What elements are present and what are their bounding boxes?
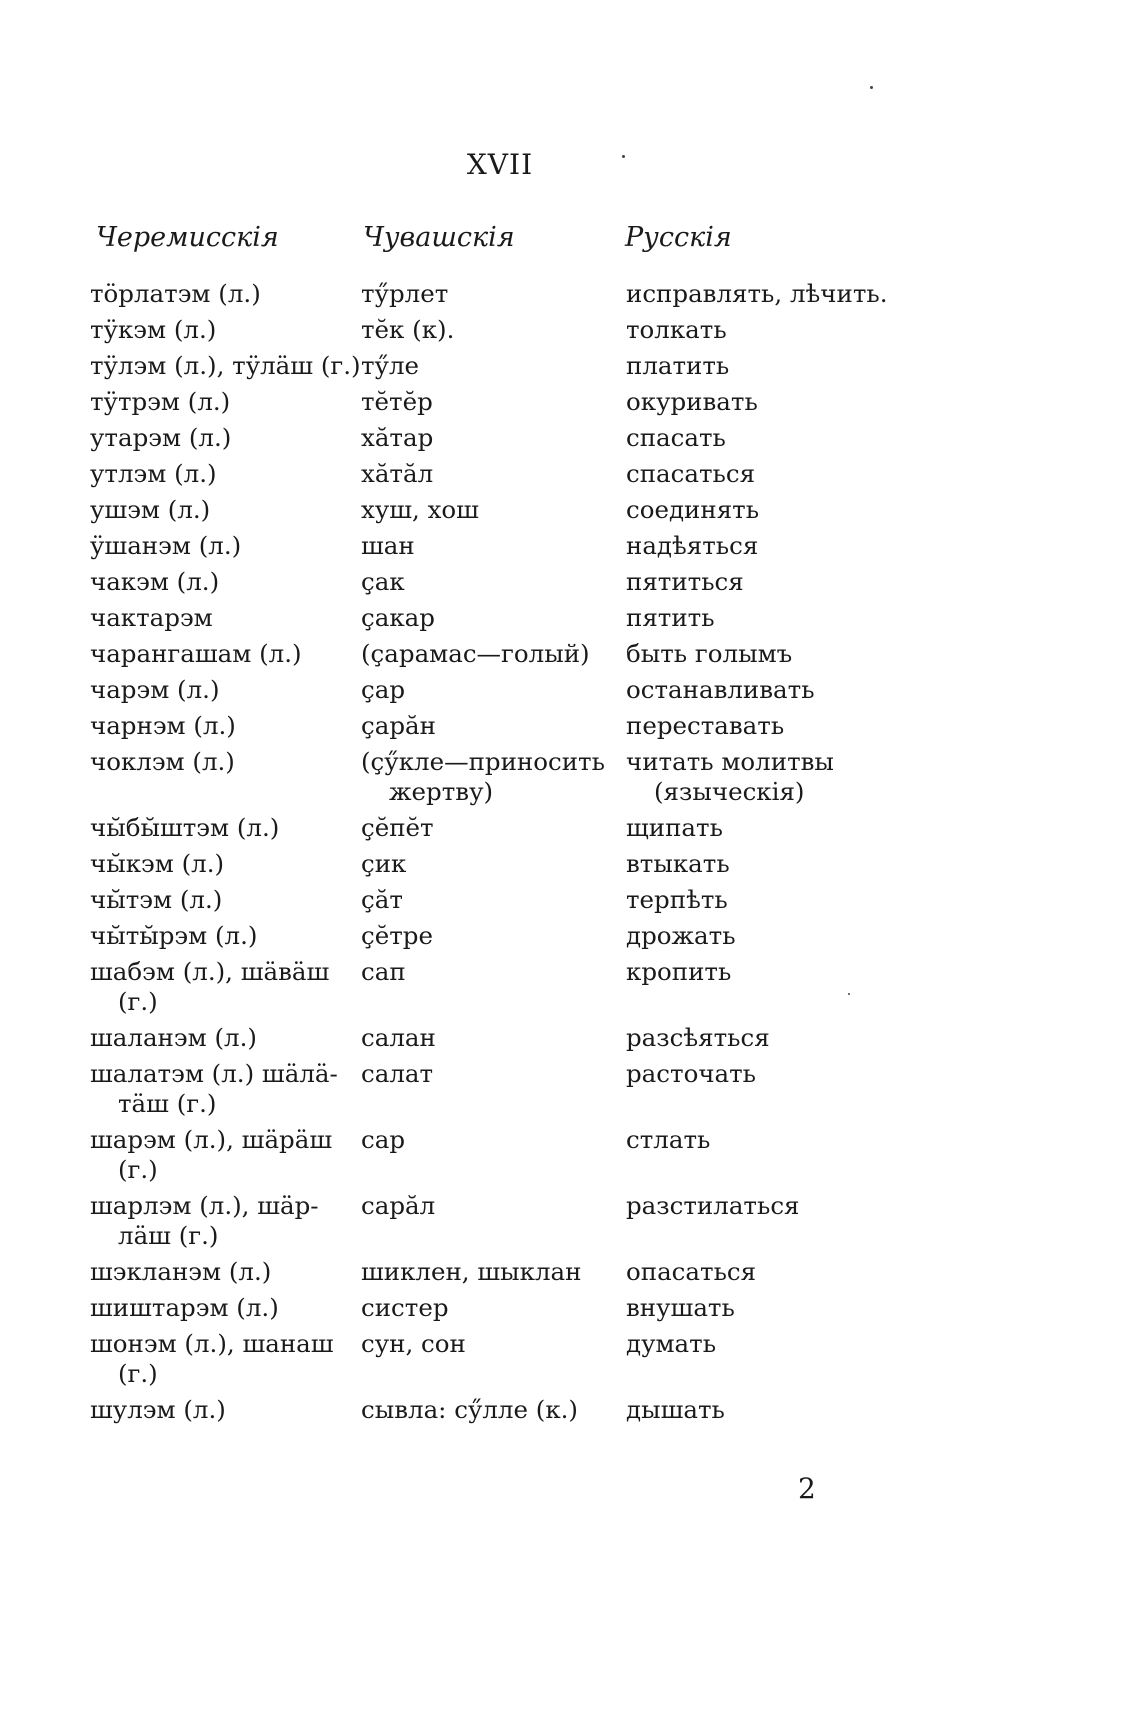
cheremis-text: (г.) [118, 987, 158, 1016]
russian-text: читать молитвы [626, 747, 834, 776]
table-row [0, 1326, 1140, 1392]
cheremis-text: шэкланэм (л.) [90, 1257, 272, 1286]
chuvash-text: салан [361, 1023, 436, 1052]
russian-cell [626, 495, 956, 525]
table-row [0, 312, 1140, 348]
cheremis-cell [90, 1329, 360, 1389]
table-row [0, 456, 1140, 492]
russian-text: платить [626, 351, 730, 380]
table-row [0, 954, 1140, 1020]
table-row [0, 1020, 1140, 1056]
table-row [0, 348, 1140, 384]
chuvash-cell [361, 351, 623, 381]
russian-text: дрожать [626, 921, 736, 950]
russian-cell [626, 813, 956, 843]
folio-number: 2 [798, 1472, 816, 1505]
cheremis-cell [90, 1257, 360, 1287]
chuvash-cell [361, 921, 623, 951]
chuvash-cell [361, 885, 623, 915]
russian-cell [626, 567, 956, 597]
cheremis-cell [90, 459, 360, 489]
cheremis-text: чарнэм (л.) [90, 711, 236, 740]
table-row [0, 1056, 1140, 1122]
chuvash-text: хуш, хош [361, 495, 479, 524]
chuvash-text: хӑтар [361, 423, 434, 452]
header-chuvash: Чувашскія [363, 222, 515, 253]
chuvash-text: сун, сон [361, 1329, 466, 1358]
cheremis-cell [90, 639, 360, 669]
russian-text: соединять [626, 495, 760, 524]
table-row [0, 636, 1140, 672]
chuvash-text: ҫарӑн [361, 711, 436, 740]
russian-cell [626, 423, 956, 453]
chuvash-text: шиклен, шыклан [361, 1257, 582, 1286]
chuvash-text: сап [361, 957, 406, 986]
cheremis-cell [90, 1191, 360, 1251]
chuvash-cell [361, 813, 623, 843]
russian-text: опасаться [626, 1257, 757, 1286]
cheremis-cell [90, 747, 360, 777]
russian-cell [626, 957, 956, 987]
cheremis-cell [90, 1293, 360, 1323]
chuvash-text: сар [361, 1125, 406, 1154]
russian-cell [626, 885, 956, 915]
cheremis-text: утарэм (л.) [90, 423, 232, 452]
russian-cell [626, 1125, 956, 1155]
chuvash-cell [361, 567, 623, 597]
cheremis-cell [90, 813, 360, 843]
table-row [0, 1254, 1140, 1290]
chuvash-text: ҫар [361, 675, 406, 704]
russian-cell [626, 1191, 956, 1221]
chuvash-text: ҫак [361, 567, 405, 596]
table-row [0, 846, 1140, 882]
russian-cell [626, 1395, 956, 1425]
chuvash-text: ҫакар [361, 603, 435, 632]
cheremis-text: чы̆тэм (л.) [90, 885, 223, 914]
header-cheremis: Черемисскія [96, 222, 279, 253]
cheremis-text: утлэм (л.) [90, 459, 217, 488]
russian-cell [626, 531, 956, 561]
cheremis-text: тӧрлатэм (л.) [90, 279, 261, 308]
chuvash-cell [361, 459, 623, 489]
cheremis-text: (г.) [118, 1155, 158, 1184]
chuvash-cell [361, 1329, 623, 1359]
cheremis-text: тäш (г.) [118, 1089, 217, 1118]
cheremis-cell [90, 1059, 360, 1119]
russian-text: быть голымъ [626, 639, 793, 668]
cheremis-text: шиштарэм (л.) [90, 1293, 279, 1322]
print-speck [622, 155, 625, 158]
chuvash-cell [361, 711, 623, 741]
cheremis-text: шулэм (л.) [90, 1395, 226, 1424]
chuvash-text: шан [361, 531, 415, 560]
chuvash-cell [361, 387, 623, 417]
chuvash-cell [361, 675, 623, 705]
chuvash-cell [361, 423, 623, 453]
chuvash-text: салат [361, 1059, 434, 1088]
table-row [0, 672, 1140, 708]
table-row [0, 1290, 1140, 1326]
chuvash-cell [361, 849, 623, 879]
chuvash-cell [361, 1293, 623, 1323]
russian-cell [626, 315, 956, 345]
cheremis-text: чы̆ты̆рэм (л.) [90, 921, 258, 950]
chuvash-text: ҫĕтре [361, 921, 433, 950]
russian-text: окуривать [626, 387, 758, 416]
russian-text: расточать [626, 1059, 757, 1088]
cheremis-text: шаланэм (л.) [90, 1023, 257, 1052]
chuvash-cell [361, 1023, 623, 1053]
russian-cell [626, 711, 956, 741]
table-row [0, 882, 1140, 918]
chuvash-cell [361, 747, 623, 807]
table-row [0, 528, 1140, 564]
chuvash-cell [361, 1395, 623, 1425]
cheremis-cell [90, 279, 360, 309]
cheremis-cell [90, 567, 360, 597]
russian-cell [626, 603, 956, 633]
cheremis-text: чы̆кэм (л.) [90, 849, 225, 878]
cheremis-text: тӱлэм (л.), тӱлäш (г.) [90, 351, 361, 380]
chuvash-text: (ҫарамас—голый) [361, 639, 590, 668]
cheremis-text: шонэм (л.), шанаш [90, 1329, 334, 1358]
russian-cell [626, 459, 956, 489]
table-row [0, 492, 1140, 528]
table-row [0, 1392, 1140, 1428]
print-speck [870, 86, 873, 89]
cheremis-text: чакэм (л.) [90, 567, 220, 596]
table-row [0, 708, 1140, 744]
print-speck [848, 993, 850, 995]
cheremis-text: чы̆бы̆штэм (л.) [90, 813, 280, 842]
cheremis-text: ӱшанэм (л.) [90, 531, 242, 560]
russian-text: исправлять, лѣчить. [626, 279, 888, 308]
russian-text: спасаться [626, 459, 756, 488]
cheremis-text: чоклэм (л.) [90, 747, 235, 776]
chuvash-text: систер [361, 1293, 449, 1322]
table-row [0, 600, 1140, 636]
russian-text: пятить [626, 603, 715, 632]
russian-cell [626, 849, 956, 879]
russian-cell [626, 387, 956, 417]
russian-text: разстилаться [626, 1191, 800, 1220]
chuvash-text: ҫĕпĕт [361, 813, 434, 842]
cheremis-text: ушэм (л.) [90, 495, 211, 524]
chuvash-text: тĕк (к). [361, 315, 455, 344]
cheremis-cell [90, 351, 360, 381]
russian-text: спасать [626, 423, 726, 452]
russian-text: (языческія) [654, 777, 805, 806]
russian-cell [626, 639, 956, 669]
cheremis-cell [90, 531, 360, 561]
russian-text: разсѣяться [626, 1023, 770, 1052]
russian-cell [626, 1023, 956, 1053]
cheremis-cell [90, 957, 360, 1017]
russian-text: дышать [626, 1395, 725, 1424]
cheremis-cell [90, 885, 360, 915]
cheremis-cell [90, 1395, 360, 1425]
chuvash-cell [361, 1125, 623, 1155]
chuvash-text: тӳле [361, 351, 420, 380]
cheremis-cell [90, 675, 360, 705]
cheremis-text: (г.) [118, 1359, 158, 1388]
chuvash-text: хӑтӑл [361, 459, 434, 488]
chuvash-text: ҫӑт [361, 885, 403, 914]
russian-cell [626, 1329, 956, 1359]
cheremis-cell [90, 1023, 360, 1053]
cheremis-text: шалатэм (л.) шäлä- [90, 1059, 338, 1088]
table-row [0, 564, 1140, 600]
russian-text: пятиться [626, 567, 744, 596]
russian-text: внушать [626, 1293, 735, 1322]
cheremis-text: чарэм (л.) [90, 675, 220, 704]
cheremis-cell [90, 495, 360, 525]
glossary-table [0, 276, 1140, 1428]
russian-text: думать [626, 1329, 717, 1358]
chuvash-cell [361, 315, 623, 345]
table-row [0, 420, 1140, 456]
russian-cell [626, 1059, 956, 1089]
russian-cell [626, 921, 956, 951]
russian-text: терпѣть [626, 885, 728, 914]
chuvash-cell [361, 531, 623, 561]
chuvash-cell [361, 1257, 623, 1287]
chuvash-cell [361, 957, 623, 987]
russian-text: переставать [626, 711, 785, 740]
table-row [0, 810, 1140, 846]
cheremis-text: шарэм (л.), шäрäш [90, 1125, 333, 1154]
russian-cell [626, 279, 956, 309]
russian-cell [626, 1293, 956, 1323]
russian-cell [626, 351, 956, 381]
cheremis-cell [90, 315, 360, 345]
cheremis-text: лäш (г.) [118, 1221, 219, 1250]
russian-text: толкать [626, 315, 727, 344]
chuvash-cell [361, 279, 623, 309]
russian-cell [626, 675, 956, 705]
cheremis-text: шарлэм (л.), шäр- [90, 1191, 319, 1220]
chuvash-text: сарӑл [361, 1191, 436, 1220]
russian-text: надѣяться [626, 531, 759, 560]
page-roman-numeral: XVII [466, 148, 534, 181]
cheremis-cell [90, 603, 360, 633]
chuvash-text: тӳрлет [361, 279, 449, 308]
russian-text: щипать [626, 813, 723, 842]
cheremis-cell [90, 849, 360, 879]
russian-text: кропить [626, 957, 732, 986]
cheremis-cell [90, 711, 360, 741]
cheremis-text: шабэм (л.), шäвäш [90, 957, 330, 986]
chuvash-text: ҫик [361, 849, 407, 878]
chuvash-text: сывла: сӳлле (к.) [361, 1395, 578, 1424]
table-row [0, 1188, 1140, 1254]
russian-text: втыкать [626, 849, 730, 878]
chuvash-cell [361, 639, 623, 669]
chuvash-text: (ҫӳкле—приносить [361, 747, 605, 776]
table-row [0, 1122, 1140, 1188]
chuvash-text: тĕтĕр [361, 387, 433, 416]
cheremis-text: чактарэм [90, 603, 213, 632]
column-headers [0, 222, 1140, 262]
table-row [0, 744, 1140, 810]
chuvash-cell [361, 603, 623, 633]
header-russian: Русскія [625, 222, 732, 253]
table-row [0, 918, 1140, 954]
cheremis-text: тӱкэм (л.) [90, 315, 217, 344]
cheremis-text: чарангашам (л.) [90, 639, 302, 668]
russian-text: останавливать [626, 675, 815, 704]
chuvash-cell [361, 495, 623, 525]
chuvash-cell [361, 1059, 623, 1089]
russian-text: стлать [626, 1125, 711, 1154]
russian-cell [626, 747, 956, 807]
russian-cell [626, 1257, 956, 1287]
table-row [0, 276, 1140, 312]
cheremis-cell [90, 387, 360, 417]
cheremis-cell [90, 921, 360, 951]
cheremis-cell [90, 1125, 360, 1185]
table-row [0, 384, 1140, 420]
cheremis-cell [90, 423, 360, 453]
chuvash-cell [361, 1191, 623, 1221]
chuvash-text: жертву) [389, 777, 494, 806]
cheremis-text: тӱтрэм (л.) [90, 387, 231, 416]
